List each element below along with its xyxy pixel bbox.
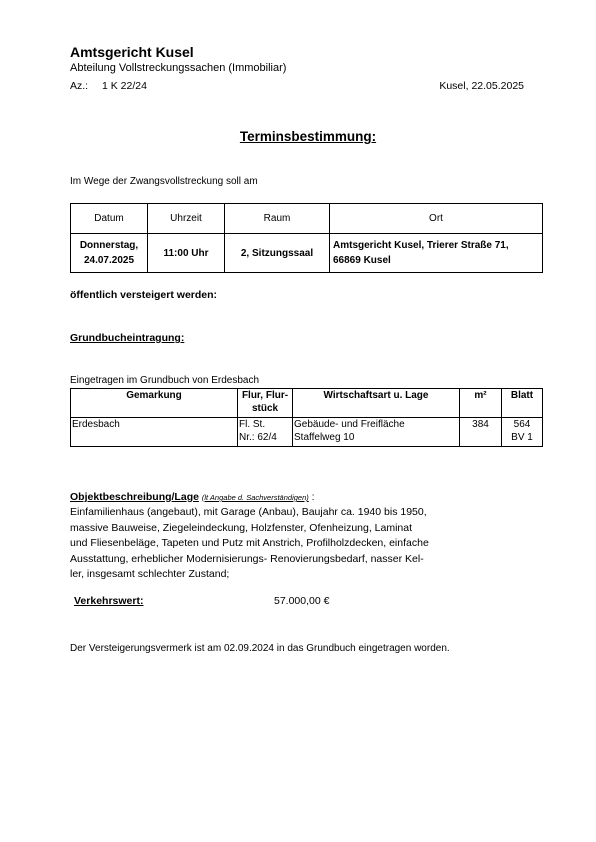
versteigert-text: öffentlich versteigert werden: xyxy=(70,289,218,301)
objekt-source: (lt Angabe d. Sachverständigen) xyxy=(201,493,309,502)
header-uhrzeit: Uhrzeit xyxy=(148,204,225,234)
header-gemarkung: Gemarkung xyxy=(71,389,238,418)
ort-line1: Amtsgericht Kusel, Trierer Straße 71, xyxy=(333,240,509,251)
header-flur-line1: Flur, Flur- xyxy=(241,390,289,401)
page-title: Terminsbestimmung: xyxy=(239,129,377,144)
az-value: 1 K 22/24 xyxy=(102,80,147,92)
header-raum: Raum xyxy=(225,204,330,234)
wirtschaft-line1: Gebäude- und Freifläche xyxy=(294,419,405,430)
blatt-line2: BV 1 xyxy=(511,432,533,443)
flur-line2: Nr.: 62/4 xyxy=(239,432,277,443)
wirtschaft-line2: Staffelweg 10 xyxy=(294,432,355,443)
cell-blatt xyxy=(502,418,543,447)
header-wirtschaftsart: Wirtschaftsart u. Lage xyxy=(293,389,460,418)
cell-wirtschaftsart xyxy=(293,418,460,447)
grundbuch-table xyxy=(70,388,543,447)
datum-date: 24.07.2025 xyxy=(83,255,135,266)
cell-gemarkung: Erdesbach xyxy=(71,418,238,447)
department: Abteilung Vollstreckungssachen (Immobiliar) xyxy=(70,62,287,74)
cell-uhrzeit: 11:00 Uhr xyxy=(148,234,225,273)
az-label: Az.: xyxy=(70,80,89,92)
grundbuch-intro: Eingetragen im Grundbuch von Erdesbach xyxy=(70,375,260,386)
objekt-line: und Fliesenbeläge, Tapeten und Putz mit Anstrich, Profilholzdecken, einfache xyxy=(70,537,429,549)
cell-flur xyxy=(238,418,293,447)
blatt-line1: 564 xyxy=(513,419,531,430)
intro-text: Im Wege der Zwangsvollstreckung soll am xyxy=(70,176,258,187)
termin-table-header xyxy=(71,204,543,234)
court-name: Amtsgericht Kusel xyxy=(70,44,194,60)
grundbuch-title: Grundbucheintragung: xyxy=(70,332,185,344)
cell-qm: 384 xyxy=(460,418,502,447)
objekt-line: ler, insgesamt schlechter Zustand; xyxy=(70,568,230,580)
verkehrswert-label: Verkehrswert: xyxy=(74,595,144,607)
datum-weekday: Donnerstag, xyxy=(79,240,139,251)
cell-ort xyxy=(330,234,543,273)
table-row xyxy=(71,418,543,447)
footer-note: Der Versteigerungsvermerk ist am 02.09.2024 in das Grundbuch eingetragen worden. xyxy=(70,643,450,654)
header-blatt: Blatt xyxy=(502,389,543,418)
objekt-title: Objektbeschreibung/Lage xyxy=(70,491,199,503)
termin-table xyxy=(70,203,543,273)
objekt-colon: : xyxy=(308,491,315,503)
objekt-description xyxy=(70,505,470,583)
header-datum: Datum xyxy=(71,204,148,234)
objekt-line: massive Bauweise, Ziegeleindeckung, Holzfenster, Ofenheizung, Laminat xyxy=(70,521,413,534)
place-date: Kusel, 22.05.2025 xyxy=(439,80,524,92)
cell-raum: 2, Sitzungssaal xyxy=(225,234,330,273)
header-flur-line2: stück xyxy=(251,403,279,414)
header-ort: Ort xyxy=(330,204,543,234)
objekt-heading xyxy=(70,491,315,503)
ort-line2: 66869 Kusel xyxy=(333,255,391,266)
flur-line1: Fl. St. xyxy=(239,419,266,430)
table-row xyxy=(71,234,543,273)
objekt-line: Einfamilienhaus (angebaut), mit Garage (Anbau), Baujahr ca. 1940 bis 1950, xyxy=(70,506,427,518)
header-flur xyxy=(238,389,293,418)
header-qm: m² xyxy=(460,389,502,418)
objekt-line: Ausstattung, erheblicher Modernisierungs- Renovierungsbedarf, nasser Kel- xyxy=(70,552,424,565)
verkehrswert-value: 57.000,00 € xyxy=(274,595,330,607)
cell-datum xyxy=(71,234,148,273)
grundbuch-table-header xyxy=(71,389,543,418)
